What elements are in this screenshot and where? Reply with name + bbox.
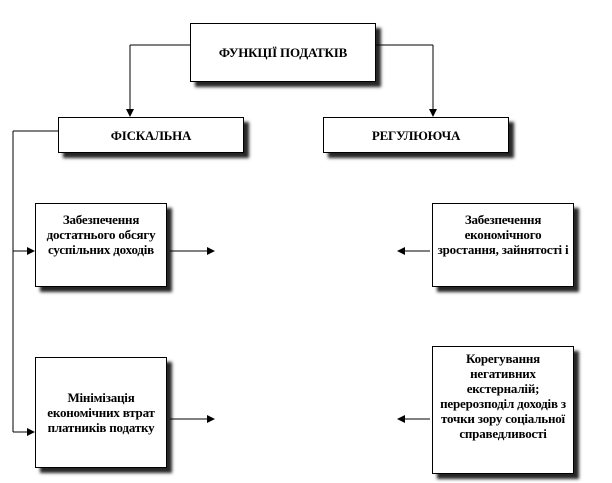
- root-node-label: ФУНКЦІЇ ПОДАТКІВ: [218, 45, 348, 60]
- fiscal-item-node-2: [35, 357, 167, 468]
- regulatory-item-label-1: Забезпечення економічного зростання, зайнятості і: [437, 212, 569, 257]
- regulatory-function-label: РЕГУЛЮЮЧА: [371, 127, 461, 143]
- fiscal-function-label: ФІСКАЛЬНА: [110, 127, 192, 143]
- root-node-tax-functions: [190, 23, 376, 82]
- fiscal-function-node: [58, 117, 244, 153]
- fiscal-item-label-1: Забезпечення достатнього обсягу суспільних доходів: [46, 212, 156, 257]
- regulatory-item-node-1: [432, 203, 574, 287]
- regulatory-function-node: [323, 117, 509, 153]
- fiscal-item-label-2: Мінімізація економічних втрат платників податку: [47, 390, 155, 435]
- regulatory-item-label-2: Корегування негативних екстерналій; перерозподіл доходів з точки зору соціальної справедливості: [440, 351, 566, 441]
- regulatory-item-node-2: [432, 346, 574, 474]
- fiscal-item-node-1: [35, 203, 167, 287]
